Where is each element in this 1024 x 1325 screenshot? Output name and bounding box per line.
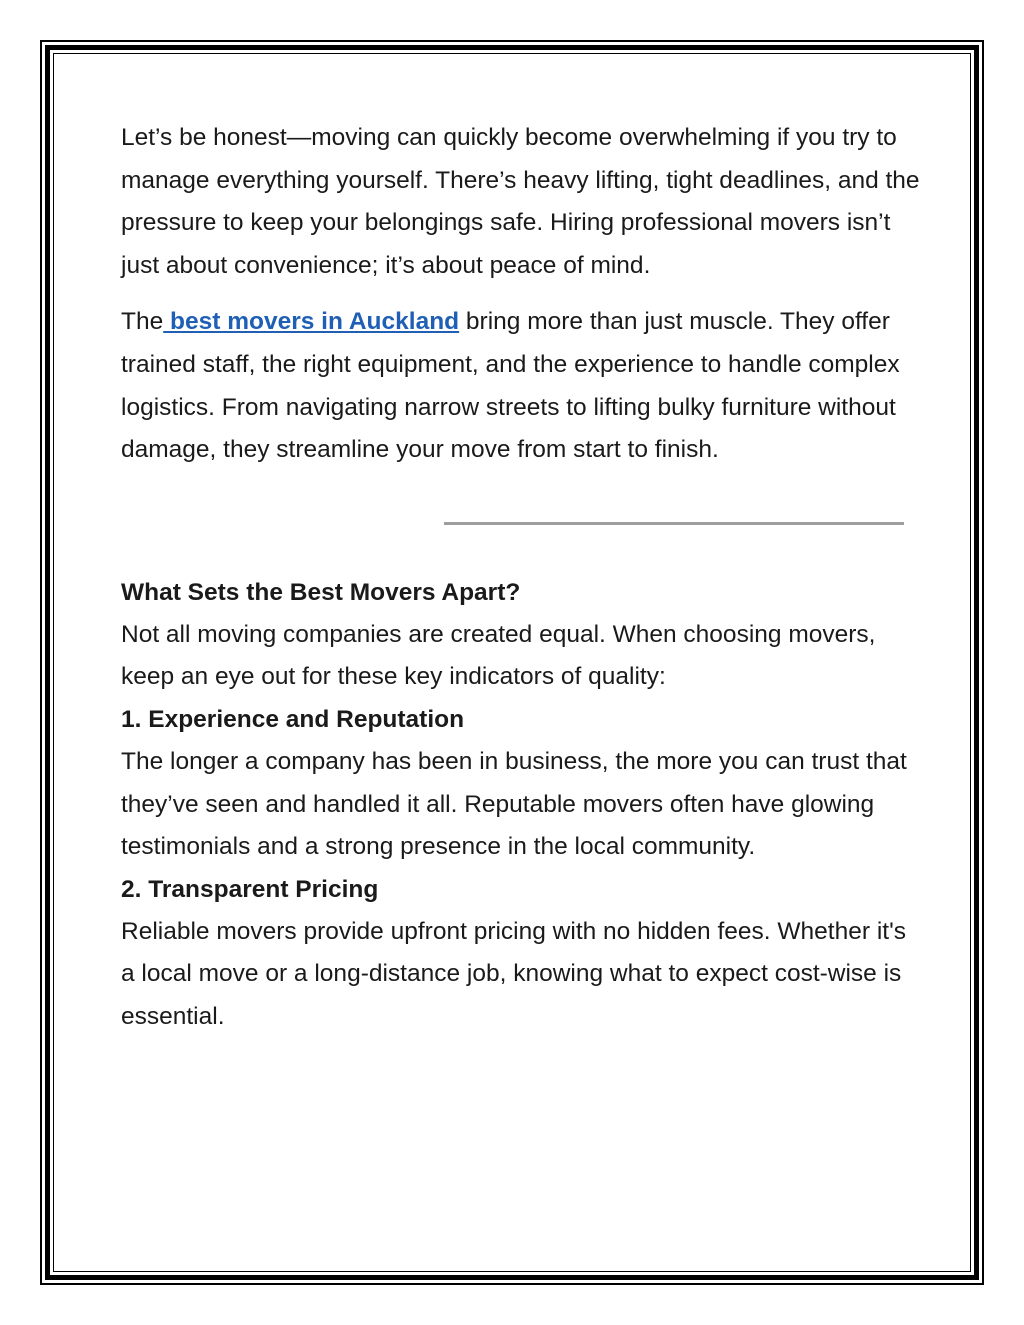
quality-intro-paragraph: Not all moving companies are created equal. When choosing movers, keep an eye out for these key indicators of quality: [121, 620, 876, 691]
intro-paragraph: Let’s be honest—moving can quickly become overwhelming if you try to manage everything yourself. There’s heavy lifting, tight deadlines, and the pressure to keep your belongings safe. Hiring professional movers isn’t just about convenience; it’s about peace of mind. [121, 124, 920, 279]
best-movers-link[interactable]: best movers in Auckland [163, 308, 460, 336]
experience-paragraph: The longer a company has been in business, the more you can trust that they’ve seen and handled it all. Reputable movers often have glowing testimonials and a strong presence in the local community. [121, 747, 907, 861]
section-heading: What Sets the Best Movers Apart? [121, 578, 521, 606]
article-body [121, 117, 921, 1039]
movers-paragraph-rest: bring more than just muscle. They offer trained staff, the right equipment, and the experience to handle complex logistics. From navigating narrow streets to lifting bulky furniture without damage, they streamline your move from start to finish. [121, 308, 900, 464]
movers-paragraph-start: The [121, 308, 164, 336]
pricing-paragraph: Reliable movers provide upfront pricing with no hidden fees. Whether it's a local move or a long-distance job, knowing what to expect cost-wise is essential. [121, 917, 906, 1030]
section-divider-container [121, 472, 921, 572]
subheading-pricing: 2. Transparent Pricing [121, 875, 379, 903]
section-divider [444, 522, 904, 525]
subheading-experience: 1. Experience and Reputation [121, 705, 465, 733]
movers-paragraph [121, 301, 921, 471]
